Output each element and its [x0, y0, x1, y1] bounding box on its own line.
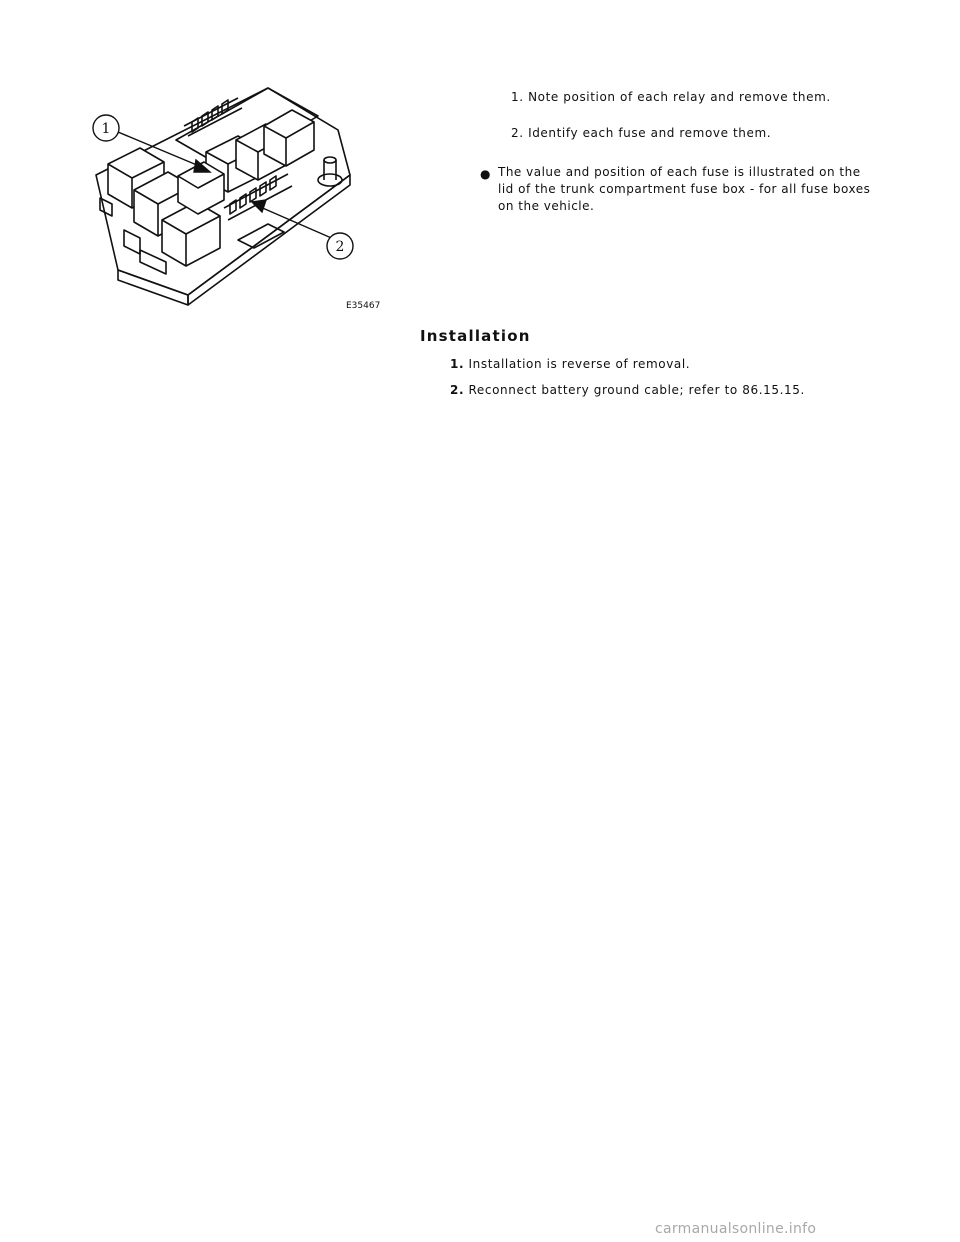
installation-step-1 [450, 357, 690, 371]
removal-step-1: 1. Note position of each relay and remove them. [511, 90, 831, 104]
watermark-link[interactable]: carmanualsonline.info [655, 1221, 817, 1237]
callout-1-label: 1 [101, 121, 111, 137]
removal-step-2: 2. Identify each fuse and remove them. [511, 126, 772, 140]
step-number: 1. [450, 357, 465, 371]
callout-2-label: 2 [335, 239, 345, 255]
installation-step-2 [450, 383, 805, 397]
bullet-icon: ● [480, 167, 491, 181]
step-text: Installation is reverse of removal. [468, 357, 691, 371]
step-text: Reconnect battery ground cable; refer to 86.15.15. [468, 383, 805, 397]
fuse-box-drawing [88, 80, 398, 320]
fuse-box-illustration [88, 80, 398, 320]
installation-heading: Installation [420, 327, 531, 345]
step-number: 2. [450, 383, 465, 397]
note-text: The value and position of each fuse is illustrated on the lid of the trunk compartment fuse box - for all fuse boxes on the vehicle. [498, 165, 871, 213]
figure-code: E35467 [346, 301, 381, 311]
